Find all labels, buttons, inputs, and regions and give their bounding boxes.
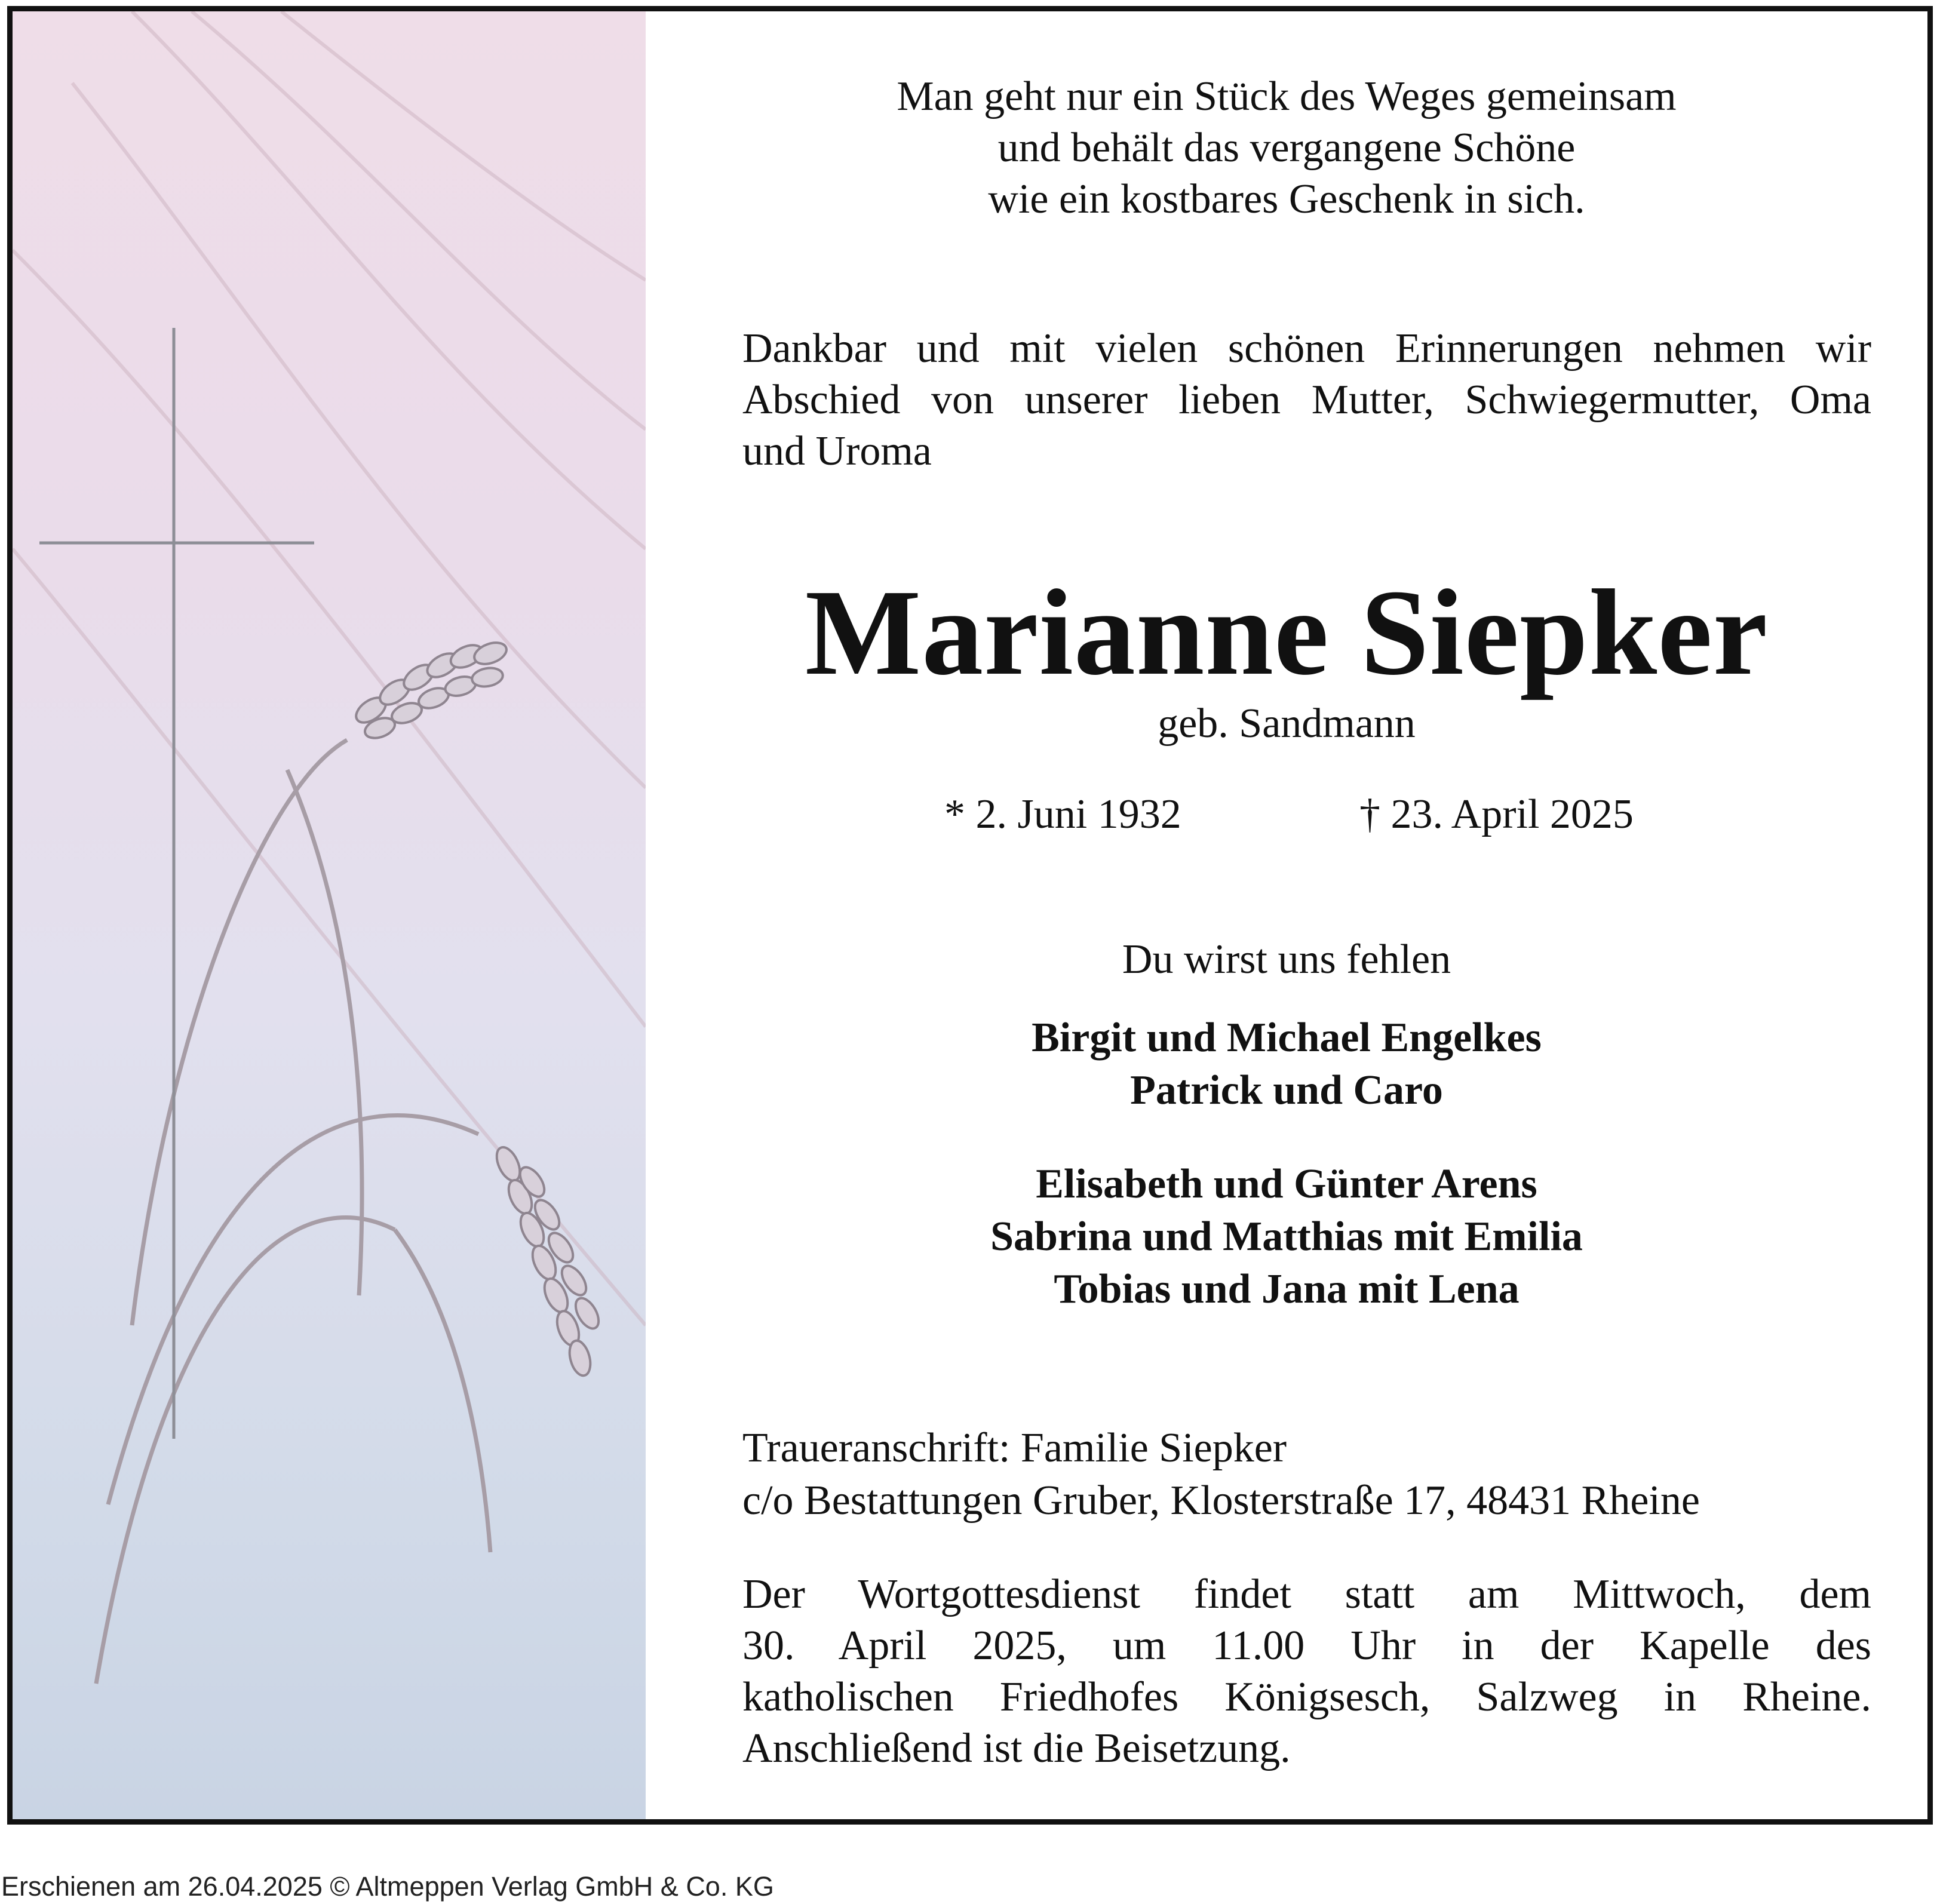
maiden-name: geb. Sandmann <box>1158 701 1416 747</box>
service-info <box>742 1569 1871 1774</box>
mourners-group-1 <box>646 1012 1927 1117</box>
service-line: 30. April 2025, um 11.00 Uhr in der Kapelle des <box>742 1623 1871 1669</box>
address-line: Traueranschrift: Familie Siepker <box>742 1425 1287 1471</box>
wheat-ear-icon <box>352 638 509 742</box>
wheat-ear-icon-lower <box>492 1144 603 1378</box>
service-line: Der Wortgottesdienst findet statt am Mittwoch, dem <box>742 1571 1871 1617</box>
birth-date: * 2. Juni 1932 <box>944 791 1181 837</box>
wheat-stems <box>96 740 490 1684</box>
service-line: katholischen Friedhofes Königsesch, Salzweg in Rheine. <box>742 1674 1871 1720</box>
wheat-illustration <box>13 11 646 1819</box>
mourner-line: Elisabeth und Günter Arens <box>1036 1161 1537 1207</box>
service-line: Anschließend ist die Beisetzung. <box>742 1725 1291 1771</box>
deceased-name: Marianne Siepker <box>805 564 1769 701</box>
notice-text <box>646 11 1927 1819</box>
mourner-line: Birgit und Michael Engelkes <box>1032 1015 1542 1061</box>
intro-line: Abschied von unserer lieben Mutter, Schwiegermutter, Oma <box>742 377 1871 423</box>
address-line: c/o Bestattungen Gruber, Klosterstraße 17, 48431 Rheine <box>742 1478 1700 1524</box>
illustration-svg <box>13 11 646 1819</box>
closing-phrase: Du wirst uns fehlen <box>1122 936 1451 982</box>
intro-paragraph <box>742 323 1871 477</box>
mourner-line: Tobias und Jana mit Lena <box>1054 1266 1520 1312</box>
motto-verse <box>646 71 1927 225</box>
mourner-line: Sabrina und Matthias mit Emilia <box>990 1214 1583 1260</box>
publication-footer: Erschienen am 26.04.2025 © Altmeppen Verlag GmbH & Co. KG <box>1 1871 774 1902</box>
intro-line: und Uroma <box>742 428 932 474</box>
death-date: † 23. April 2025 <box>1359 791 1634 837</box>
motto-line: Man geht nur ein Stück des Weges gemeinsam <box>897 73 1677 119</box>
cross-icon <box>39 328 314 1439</box>
mourners-group-2 <box>646 1158 1927 1316</box>
obituary-notice <box>7 6 1933 1825</box>
condolence-address <box>742 1422 1700 1527</box>
mourner-line: Patrick und Caro <box>1130 1067 1443 1113</box>
motto-line: und behält das vergangene Schöne <box>997 125 1576 171</box>
intro-line: Dankbar und mit vielen schönen Erinnerungen nehmen wir <box>742 325 1871 371</box>
motto-line: wie ein kostbares Geschenk in sich. <box>988 176 1585 222</box>
